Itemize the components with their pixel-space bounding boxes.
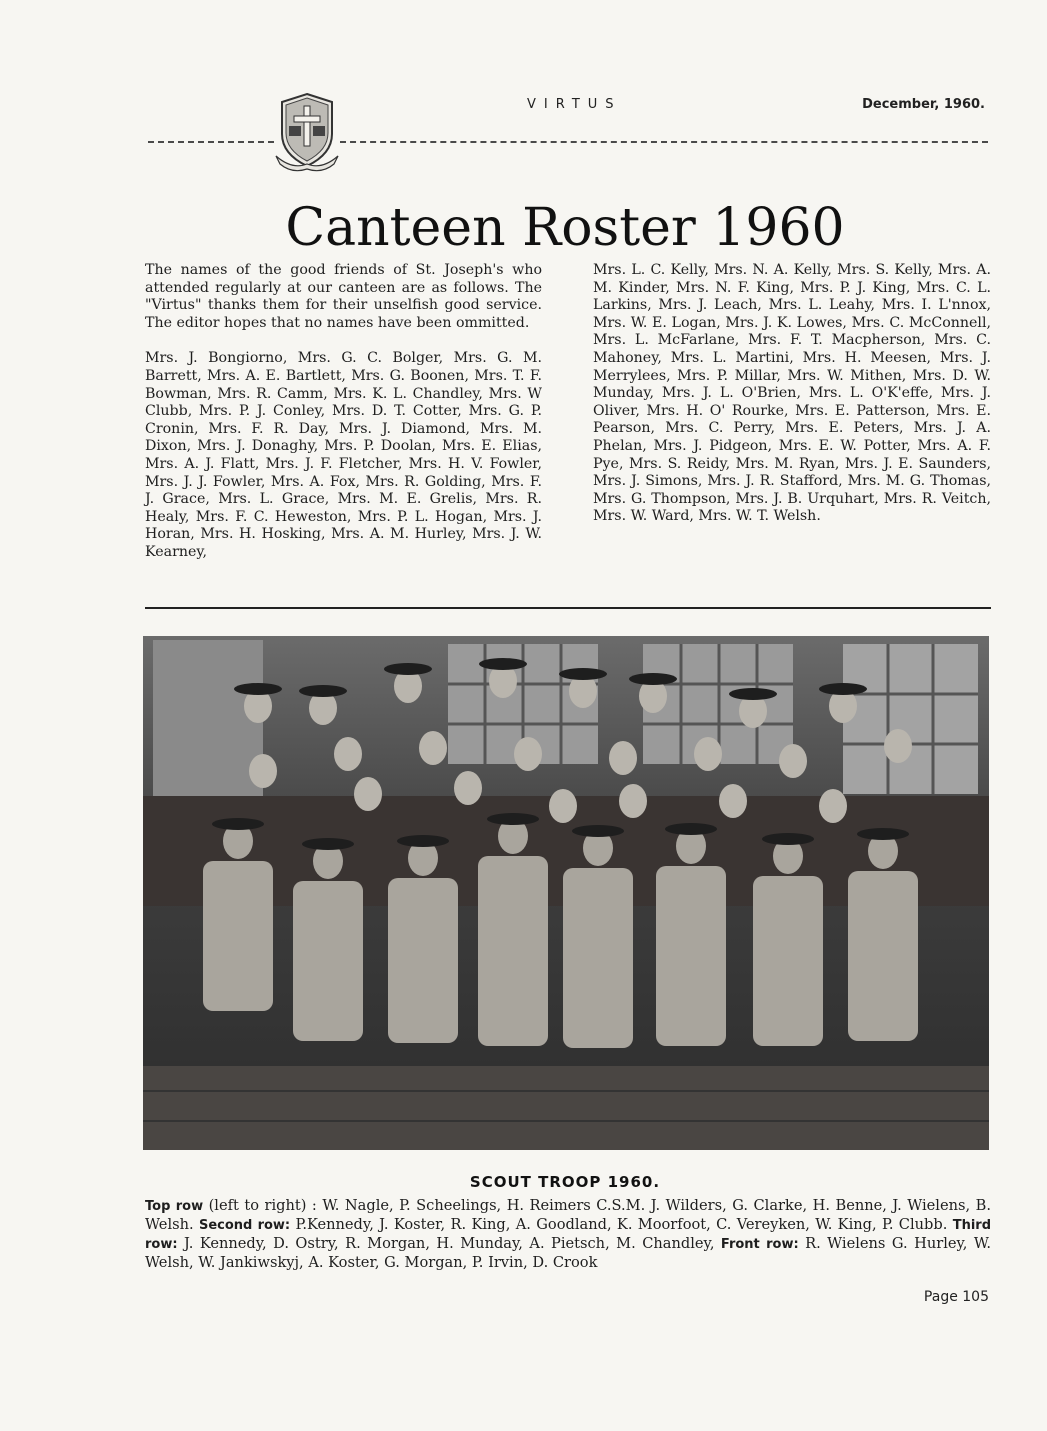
names-list-right: Mrs. L. C. Kelly, Mrs. N. A. Kelly, Mrs. S. Kelly, Mrs. A. M. Kinder, Mrs. N. F. King, Mrs. P. J. King, Mrs. C. L. Larkins, Mrs. J. Leach, Mrs. L. Leahy, Mrs. I. L'nnox, Mrs. W. E. Logan, Mrs. J. K. Lowes, Mrs. C. McConnell, Mrs. L. McFarlane, Mrs. F. T. Macpherson, Mrs. C. Mahoney, Mrs. L. Martini, Mrs. H. Meesen, Mrs. J. Merrylees, Mrs. P. Millar, Mrs. W. Mithen, Mrs. D. W. Munday, Mrs. J. L. O'Brien, Mrs. L. O'K'effe, Mrs. J. Oliver, Mrs. H. O' Rourke, Mrs. E. Patterson, Mrs. E. Pearson, Mrs. C. Perry, Mrs. E. Peters, Mrs. J. A. Phelan, Mrs. J. Pidgeon, Mrs. E. W. Potter, Mrs. A. F. Pye, Mrs. S. Reidy, Mrs. M. Ryan, Mrs. J. E. Saunders, Mrs. J. Simons, Mrs. J. R. Stafford, Mrs. M. G. Thomas, Mrs. G. Thompson, Mrs. J. B. Urquhart, Mrs. R. Veitch, Mrs. W. Ward, Mrs. W. T. Welsh. [593, 262, 991, 525]
header-right-rule [340, 141, 988, 143]
header-left-rule [148, 141, 274, 143]
front-row-label: Front row: [720, 1237, 799, 1252]
photo-caption [145, 1197, 991, 1272]
magazine-title: VIRTUS [527, 97, 622, 112]
top-row-label: Top row [145, 1199, 204, 1214]
intro-paragraph: The names of the good friends of St. Joseph's who attended regularly at our canteen are as follows. The "Virtus" thanks them for their unselfish good service. The editor hopes that no names have been ommitted. [145, 262, 542, 331]
front-row-names: R. Wielens G. Hurley, W. Welsh, W. Jankiwskyj, A. Koster, G. Morgan, P. Irvin, D. Crook [145, 1235, 991, 1271]
left-column [145, 262, 542, 580]
issue-date: December, 1960. [862, 97, 985, 112]
page-number: Page 105 [923, 1289, 989, 1305]
group-photo-illustration [143, 636, 989, 1150]
scout-troop-photo [143, 636, 989, 1150]
top-row-names: (left to right) : W. Nagle, P. Scheelings, H. Reimers C.S.M. J. Wilders, G. Clarke, H. Benne, J. Wielens, B. Welsh. [145, 1197, 991, 1233]
second-row-names: P.Kennedy, J. Koster, R. King, A. Goodland, K. Moorfoot, C. Vereyken, W. King, P. Clubb. [290, 1216, 953, 1233]
names-list-left: Mrs. J. Bongiorno, Mrs. G. C. Bolger, Mrs. G. M. Barrett, Mrs. A. E. Bartlett, Mrs. G. Boonen, Mrs. T. F. Bowman, Mrs. R. Camm, Mrs. K. L. Chandley, Mrs. W Clubb, Mrs. P. J. Conley, Mrs. D. T. Cotter, Mrs. G. P. Cronin, Mrs. F. R. Day, Mrs. J. Diamond, Mrs. M. Dixon, Mrs. J. Donaghy, Mrs. P. Doolan, Mrs. E. Elias, Mrs. A. J. Flatt, Mrs. J. F. Fletcher, Mrs. H. V. Fowler, Mrs. J. J. Fowler, Mrs. A. Fox, Mrs. R. Golding, Mrs. F. J. Grace, Mrs. L. Grace, Mrs. M. E. Grelis, Mrs. R. Healy, Mrs. F. C. Heweston, Mrs. P. L. Hogan, Mrs. J. Horan, Mrs. H. Hosking, Mrs. A. M. Hurley, Mrs. J. W. Kearney, [145, 350, 542, 560]
school-crest-icon [272, 90, 342, 172]
article-title: Canteen Roster 1960 [285, 198, 845, 258]
section-divider [145, 607, 991, 609]
right-column [593, 262, 991, 544]
third-row-label: Third row: [145, 1218, 991, 1252]
third-row-names: J. Kennedy, D. Ostry, R. Morgan, H. Munday, A. Pietsch, M. Chandley, [177, 1235, 721, 1252]
caption-title: SCOUT TROOP 1960. [469, 1173, 661, 1191]
second-row-label: Second row: [198, 1218, 291, 1233]
